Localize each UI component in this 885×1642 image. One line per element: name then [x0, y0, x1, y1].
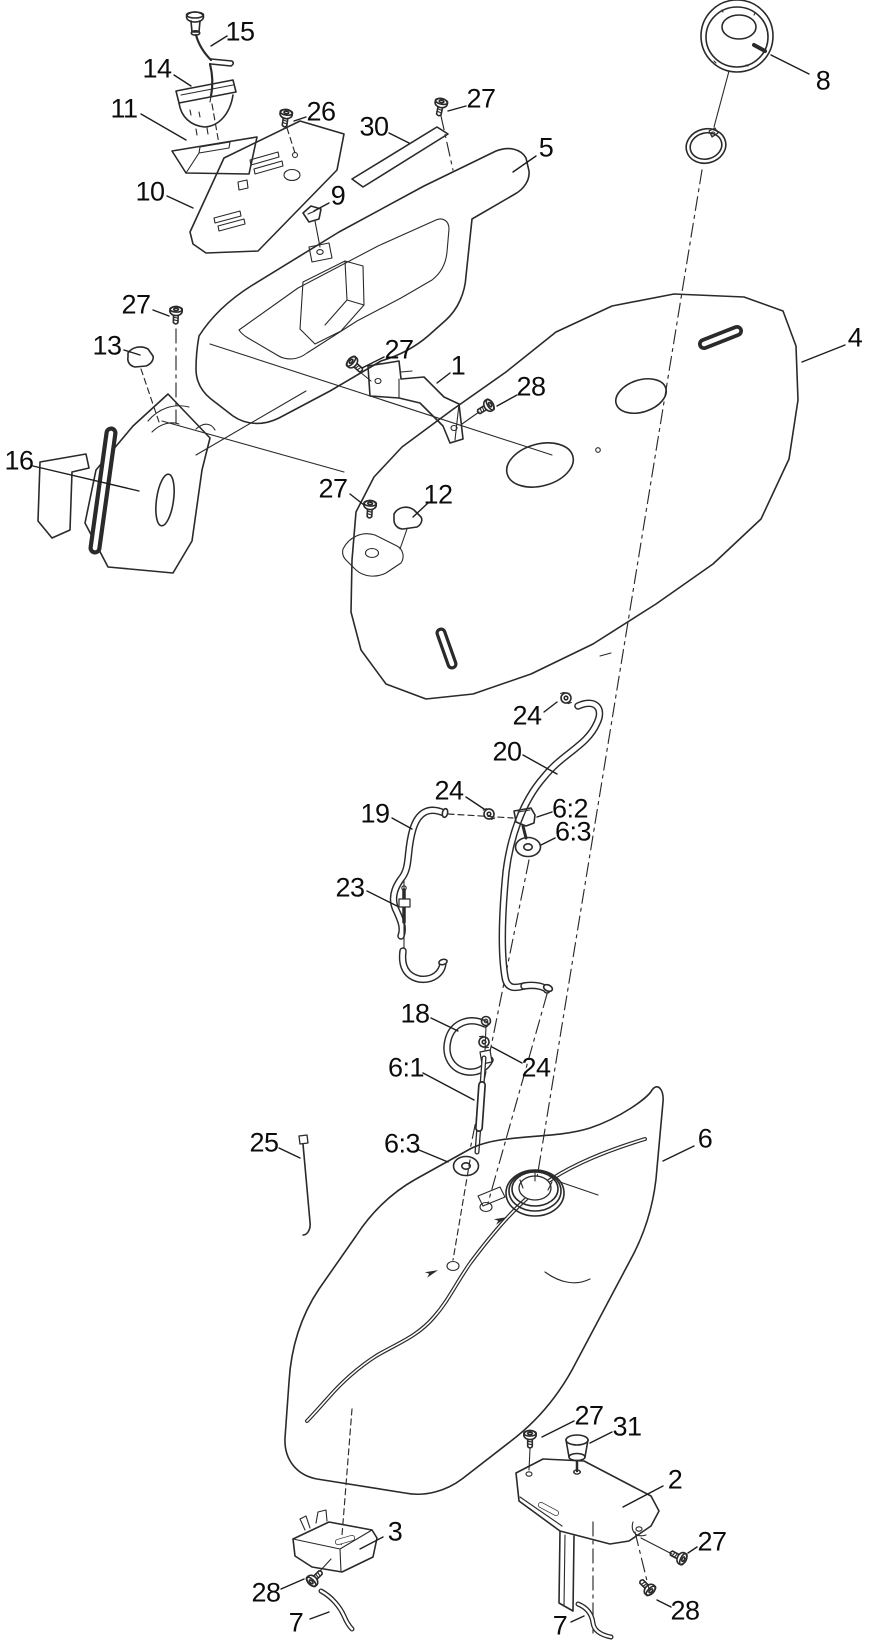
part-27-screw-bracket2-top [524, 1430, 536, 1448]
part-callout-4: 4 [847, 322, 863, 353]
part-callout-5: 5 [538, 132, 554, 163]
part-callout-24: 24 [521, 1052, 551, 1083]
leader-line-30 [389, 133, 409, 143]
part-callout-13: 13 [92, 330, 122, 361]
leader-line-5 [513, 156, 536, 172]
leader-line-3 [360, 1537, 383, 1549]
part-callout-16: 16 [4, 445, 34, 476]
part-callout-7: 7 [288, 1607, 304, 1638]
part-27-screw-bracket2-side [668, 1547, 689, 1566]
leader-line-12 [413, 503, 428, 517]
part-callout-20: 20 [492, 736, 522, 767]
part-28-screw-bracket3 [305, 1567, 326, 1588]
leader-line-8 [771, 55, 809, 74]
leader-line-11 [141, 114, 186, 140]
leader-line-10 [167, 196, 193, 208]
leader-line-6:3 [541, 838, 555, 845]
leader-line-28 [281, 1579, 304, 1589]
part-callout-27: 27 [466, 83, 496, 114]
leader-line-6 [663, 1146, 694, 1161]
part-callout-27: 27 [384, 334, 414, 365]
leader-line-24 [544, 702, 557, 712]
part-14-filler-neck [176, 80, 236, 135]
leader-line-24 [466, 797, 484, 809]
leader-line-13 [124, 350, 140, 355]
leader-line-1 [437, 373, 450, 383]
part-27-screw-mid [363, 500, 376, 518]
part-callout-27: 27 [318, 473, 348, 504]
part-callout-8: 8 [815, 65, 831, 96]
part-10-dash-panel [190, 121, 344, 253]
leader-line-4 [802, 345, 845, 362]
part-callout-6:3: 6:3 [383, 1128, 421, 1159]
part-callout-23: 23 [335, 872, 365, 903]
leader-line-15 [211, 36, 227, 46]
part-6-3-grommet-upper [516, 838, 541, 857]
leader-line-27 [448, 106, 466, 111]
part-callout-26: 26 [306, 96, 336, 127]
part-3-bracket [293, 1510, 377, 1572]
part-callout-27: 27 [697, 1526, 727, 1557]
part-28-screw-bracket1 [475, 398, 496, 418]
part-callout-14: 14 [142, 53, 172, 84]
part-24-clamp-top [558, 691, 574, 705]
part-callout-30: 30 [359, 111, 389, 142]
part-callout-6: 6 [697, 1123, 713, 1154]
part-30-trim-strip [352, 127, 448, 187]
leader-line-16 [33, 466, 139, 491]
leader-line-2 [623, 1486, 663, 1507]
part-7-rod-left [321, 1591, 352, 1629]
part-callout-24: 24 [434, 775, 464, 806]
part-callout-18: 18 [400, 998, 430, 1029]
leader-line-7 [310, 1612, 329, 1619]
part-7-rod-right [578, 1604, 611, 1637]
part-8-fuel-cap [682, 0, 773, 168]
part-16-decal [38, 454, 89, 538]
part-callout-27: 27 [121, 289, 151, 320]
part-1-bracket [360, 361, 479, 443]
leader-line-14 [174, 75, 191, 86]
part-callout-25: 25 [249, 1127, 279, 1158]
leader-line-27 [153, 310, 169, 316]
part-13-cap [128, 347, 159, 422]
part-6-fuel-tank [285, 1087, 663, 1494]
part-callout-6:2: 6:2 [551, 793, 589, 824]
part-callout-28: 28 [516, 371, 546, 402]
leader-line-31 [590, 1432, 612, 1443]
leader-line-27 [688, 1547, 697, 1553]
leader-line-6:2 [537, 812, 552, 817]
part-callout-11: 11 [110, 93, 138, 124]
part-callout-27: 27 [574, 1400, 604, 1431]
part-19-hose [394, 808, 449, 979]
part-31-bumper [566, 1435, 588, 1474]
part-callout-19: 19 [360, 798, 390, 829]
leader-line-28 [497, 395, 517, 406]
part-callout-7: 7 [552, 1610, 568, 1641]
part-27-screw-left [169, 306, 182, 324]
part-callout-28: 28 [251, 1577, 281, 1608]
part-4-fender-panel [343, 294, 798, 699]
leader-line-28 [657, 1600, 671, 1607]
part-callout-15: 15 [225, 16, 255, 47]
part-callout-12: 12 [423, 479, 453, 510]
part-callout-10: 10 [135, 176, 165, 207]
part-5-console-shell [196, 149, 529, 424]
part-24-clamp-lower [476, 1034, 492, 1049]
part-callout-28: 28 [670, 1595, 700, 1626]
part-25-cable-tie [299, 1135, 310, 1235]
part-6-3-grommet-lower [454, 1157, 479, 1176]
part-callout-3: 3 [387, 1516, 403, 1547]
part-9-clip [303, 206, 321, 247]
leader-line-6:3 [419, 1150, 448, 1162]
part-callout-1: 1 [450, 350, 466, 381]
part-callout-2: 2 [667, 1464, 683, 1495]
leader-line-6:1 [423, 1073, 474, 1100]
leader-line-25 [279, 1148, 300, 1158]
part-callout-9: 9 [330, 180, 346, 211]
part-11-trim-panel [172, 137, 257, 174]
leader-line-24 [492, 1047, 522, 1063]
part-20-vent-hose [502, 700, 599, 992]
part-callout-31: 31 [612, 1411, 642, 1442]
leader-line-19 [392, 818, 412, 829]
part-callout-24: 24 [512, 700, 542, 731]
leader-line-27 [542, 1421, 574, 1437]
part-27-screw-console [432, 97, 448, 117]
part-callout-6:3: 6:3 [554, 816, 592, 847]
part-callout-6:1: 6:1 [387, 1052, 425, 1083]
leader-line-7 [571, 1616, 584, 1622]
